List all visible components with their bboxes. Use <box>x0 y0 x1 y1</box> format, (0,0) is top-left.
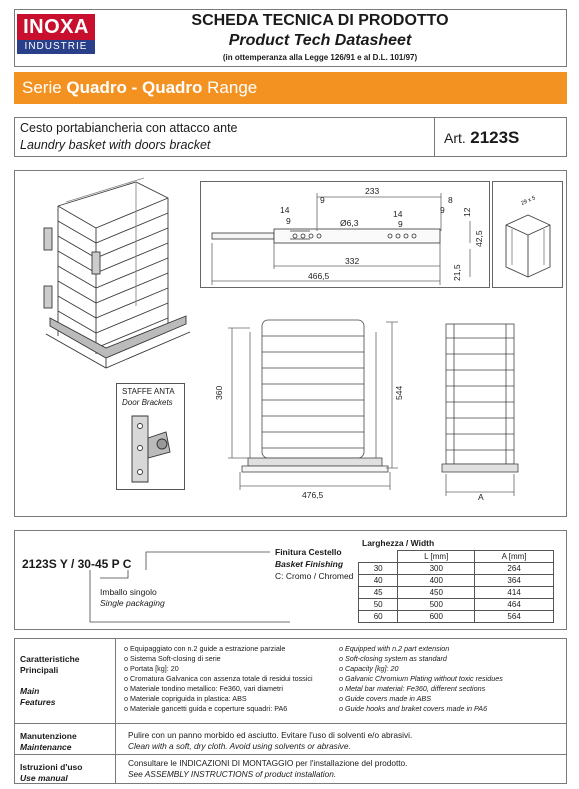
table-header-row <box>359 551 554 563</box>
maintenance-label-en: Maintenance <box>20 742 72 752</box>
dim-42-5: 42,5 <box>474 230 484 247</box>
brand-logo: INOXA <box>17 14 95 40</box>
features-label-en-2: Features <box>20 697 56 707</box>
dim-a: A <box>478 492 484 502</box>
compliance-note: (in ottemperanza alla Legge 126/91 e al D.L. 101/97) <box>222 53 418 62</box>
dim-14b: 14 <box>393 209 403 219</box>
list-item: o Portata [kg]: 20 <box>124 664 179 673</box>
usage-text-en: See ASSEMBLY INSTRUCTIONS of product installation. <box>128 769 337 779</box>
dim-12: 12 <box>462 207 472 217</box>
dim-9b: 9 <box>320 195 325 205</box>
table-cell: 300 <box>398 563 475 575</box>
spec-column-divider <box>115 638 116 784</box>
maintenance-text-en: Clean with a soft, dry cloth. Avoid using solvents or abrasive. <box>128 741 351 751</box>
finish-title-en: Basket Finishing <box>275 559 344 569</box>
features-list-en <box>339 644 554 714</box>
features-lists <box>124 644 554 714</box>
usage-text <box>128 758 407 780</box>
dim-476-5: 476,5 <box>302 490 324 500</box>
cabinet-note: 29 x 5 <box>520 195 537 207</box>
table-cell: 40 <box>359 575 398 587</box>
dim-21-5: 21,5 <box>452 264 462 281</box>
table-cell: 464 <box>475 599 554 611</box>
table-row <box>359 599 554 611</box>
table-cell: 500 <box>398 599 475 611</box>
features-label-it-2: Principali <box>20 665 59 675</box>
product-art-divider <box>434 117 435 157</box>
dim-9c: 9 <box>286 216 291 226</box>
packaging-it: Imballo singolo <box>100 587 157 597</box>
table-cell: 264 <box>475 563 554 575</box>
front-view-drawing <box>210 308 425 513</box>
dim-9d: 9 <box>398 219 403 229</box>
maintenance-label-it: Manutenzione <box>20 731 77 741</box>
dim-466-5: 466,5 <box>308 271 330 281</box>
maintenance-text <box>128 730 412 752</box>
features-label-en-1: Main <box>20 686 40 696</box>
series-prefix: Serie <box>22 78 67 97</box>
list-item: o Equipaggiato con n.2 guide a estrazione parziale <box>124 644 286 653</box>
page-subtitle: Product Tech Datasheet <box>228 32 412 49</box>
series-name: Quadro - Quadro <box>66 78 203 97</box>
side-view-drawing <box>432 318 522 508</box>
features-list-it <box>124 644 339 714</box>
width-table <box>358 550 554 623</box>
features-label-it-1: Caratteristiche <box>20 654 80 664</box>
series-banner <box>14 72 567 104</box>
maintenance-text-it: Pulire con un panno morbido ed asciutto. Evitare l'uso di solventi e/o abrasivi. <box>128 730 413 740</box>
table-cell: 50 <box>359 599 398 611</box>
article-code: 2123S <box>470 128 520 147</box>
product-name-it: Cesto portabiancheria con attacco ante <box>20 121 238 135</box>
table-cell: 45 <box>359 587 398 599</box>
basket-isometric-drawing <box>36 176 196 384</box>
top-view-drawing <box>200 181 490 288</box>
list-item: o Galvanic Chromium Plating without toxic residues <box>339 674 503 683</box>
table-header-cell: A [mm] <box>475 551 554 563</box>
table-cell: 30 <box>359 563 398 575</box>
dim-360: 360 <box>214 385 224 400</box>
list-item: o Cromatura Galvanica con assenza totale di residui tossici <box>124 674 313 683</box>
usage-text-it: Consultare le INDICAZIONI DI MONTAGGIO per l'installazione del prodotto. <box>128 758 408 768</box>
list-item: o Materiale gancetti guida e coperture squadri: PA6 <box>124 704 288 713</box>
features-label <box>20 654 80 708</box>
width-table-title: Larghezza / Width <box>362 538 435 548</box>
table-cell: 450 <box>398 587 475 599</box>
table-cell: 400 <box>398 575 475 587</box>
cabinet-iso-drawing <box>492 181 563 288</box>
list-item: o Capacity [kg]: 20 <box>339 664 399 673</box>
list-item: o Metal bar material: Fe360, different sections <box>339 684 486 693</box>
spec-row-divider-2 <box>14 754 567 755</box>
door-bracket-icon <box>124 412 179 486</box>
finish-title-it: Finitura Cestello <box>275 547 342 557</box>
usage-label-it: Istruzioni d'uso <box>20 762 83 772</box>
list-item: o Equipped with n.2 part extension <box>339 644 450 653</box>
list-item: o Materiale tondino metallico: Fe360, vari diametri <box>124 684 283 693</box>
spec-row-divider-1 <box>14 723 567 724</box>
product-code: 2123S Y / 30-45 P C <box>22 557 132 571</box>
dim-8: 8 <box>448 195 453 205</box>
table-header-cell <box>359 551 398 563</box>
table-row <box>359 611 554 623</box>
dim-14a: 14 <box>280 205 290 215</box>
dim-544: 544 <box>394 385 404 400</box>
product-name-en: Laundry basket with doors bracket <box>20 138 211 152</box>
brand-logo-subtitle: INDUSTRIE <box>17 40 95 54</box>
table-row <box>359 587 554 599</box>
packaging-en: Single packaging <box>100 598 165 608</box>
code-leader-lines <box>20 540 290 630</box>
page-title: SCHEDA TECNICA DI PRODOTTO <box>191 12 449 29</box>
list-item: o Soft-closing system as standard <box>339 654 447 663</box>
finish-value: C: Cromo / Chromed <box>275 571 354 581</box>
usage-label-en: Use manual <box>20 773 68 783</box>
maintenance-label <box>20 731 77 753</box>
series-suffix: Range <box>202 78 258 97</box>
dim-233: 233 <box>365 186 380 196</box>
dim-332: 332 <box>345 256 360 266</box>
table-row <box>359 575 554 587</box>
dim-9a: 9 <box>440 205 445 215</box>
dim-hole: Ø6,3 <box>340 218 359 228</box>
list-item: o Sistema Soft-closing di serie <box>124 654 221 663</box>
table-row <box>359 563 554 575</box>
list-item: o Guide covers made in ABS <box>339 694 432 703</box>
article-number <box>444 128 519 148</box>
table-cell: 564 <box>475 611 554 623</box>
list-item: o Materiale copriguida in plastica: ABS <box>124 694 247 703</box>
table-cell: 600 <box>398 611 475 623</box>
usage-label <box>20 762 82 784</box>
table-cell: 364 <box>475 575 554 587</box>
list-item: o Guide hooks and braket covers made in PA6 <box>339 704 488 713</box>
table-cell: 414 <box>475 587 554 599</box>
table-cell: 60 <box>359 611 398 623</box>
door-bracket-label-en: Door Brackets <box>122 398 173 407</box>
table-header-cell: L [mm] <box>398 551 475 563</box>
article-label: Art. <box>444 130 466 146</box>
door-bracket-label-it: STAFFE ANTA <box>122 387 175 396</box>
